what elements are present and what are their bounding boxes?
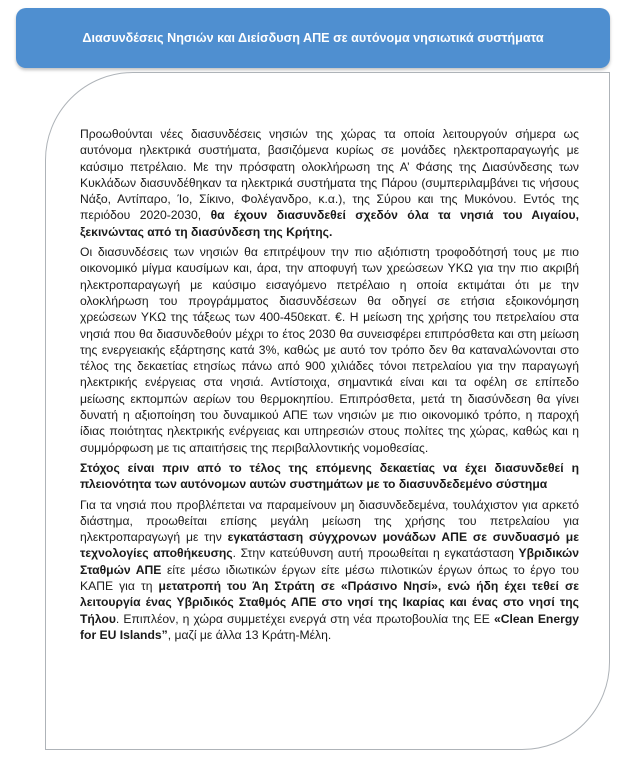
paragraph-1-text: Προωθούνται νέες διασυνδέσεις νησιών της χώρας τα οποία λειτουργούν σήμερα ως αυτόνομα ηλεκτρικά συστήματα, βασιζόμενα κυρίως σε μονάδες ηλεκτροπαραγωγής με καύσιμο πετρέλαιο. Με την πρόσφατη ολοκλήρωση της Α’ Φάσης της Διασύνδεσης των Κυκλάδων διασυνδέθηκαν τα ηλεκτρικά συστήματα της Πάρου (συμπεριλαμβάνει τις νήσους Νάξο, Αντίπαρο, Ίο, Σίκινο, Φολέγανδρο, κ.α.), της Σύρου και της Μυκόνου. Εντός της περιόδου 2020-2030,	[80, 127, 579, 223]
article-body	[80, 126, 579, 647]
paragraph-3-bold: Στόχος είναι πριν από το τέλος της επόμενης δεκαετίας να έχει διασυνδεθεί η πλειονότητα των αυτόνομων αυτών συστημάτων με το διασυνδεδεμένο σύστημα	[80, 460, 579, 492]
paragraph-4-bold-4: «Clean Energy for EU Islands”	[80, 611, 579, 642]
banner-title: Διασυνδέσεις Νησιών και Διείσδυση ΑΠΕ σε αυτόνομα νησιωτικά συστήματα	[82, 31, 544, 45]
paragraph-4-bold-1: εγκατάσταση σύγχρονων μονάδων ΑΠΕ σε συνδυασμό με τεχνολογίες αποθήκευσης	[80, 530, 579, 561]
paragraph-2	[80, 244, 579, 456]
paragraph-1	[80, 126, 579, 240]
paragraph-4-text-2: . Στην κατεύθυνση αυτή προωθείται η εγκατάσταση	[232, 546, 519, 561]
paragraph-2-text: Οι διασυνδέσεις των νησιών θα επιτρέψουν την πιο αξιόπιστη τροφοδότησή τους με πιο οικονομικό μίγμα καυσίμων και, άρα, την αποφυγή των χρεώσεων ΥΚΩ για την πιο ακριβή ηλεκτροπαραγωγή με καύσιμο εισαγόμενο πετρέλαιο η οποία εκτιμάται ότι με την ολοκλήρωση του προγράμματος διασυνδέσεων θα οδηγεί σε ετήσια εξοικονόμηση χρεώσεων ΥΚΩ της τάξεως των 400-450εκατ. €. Η μείωση της χρήσης του πετρελαίου στα νησιά που θα διασυνδεθούν μέχρι το έτος 2030 θα συνεισφέρει επιπρόσθετα και στη μείωση της ενεργειακής εξάρτησης κατά 3%, καθώς με αυτό τον τρόπο δεν θα καταναλώνονται στο τέλος της δεκαετίας ετησίως πάνω από 900 χιλιάδες τόνοι πετρελαίου για την παραγωγή ηλεκτρικής ενέργειας στα νησιά. Αντίστοιχα, σημαντικά είναι και τα οφέλη σε επίπεδο μείωσης εκπομπών αερίων του θερμοκηπίου. Επιπρόσθετα, μετά τη διασύνδεση θα γίνει δυνατή η αξιοποίηση του δυναμικού ΑΠΕ των νησιών με πιο οικονομικό τρόπο, η παροχή ίδιας ποιότητας ηλεκτρικής ενέργειας και υπηρεσιών στους πολίτες της χώρας, καθώς και η συμμόρφωση με τις απαιτήσεις της περιβαλλοντικής νομοθεσίας.	[80, 245, 579, 455]
paragraph-4-text-3: είτε μέσω ιδιωτικών έργων είτε μέσω πιλοτικών έργων όπως το έργο του ΚΑΠΕ για τη	[80, 562, 579, 594]
paragraph-4-bold-3: μετατροπή του Άη Στράτη σε «Πράσινο Νησί», ενώ ήδη έχει τεθεί σε λειτουργία ένας Υβριδικός Σταθμός ΑΠΕ στο νησί της Ικαρίας και ένας στο νησί της Τήλου	[80, 579, 580, 626]
paragraph-4	[80, 497, 579, 644]
paragraph-4-text-1: Για τα νησιά που προβλέπεται να παραμείνουν μη διασυνδεδεμένα, τουλάχιστον για αρκετό διάστημα, προωθείται επίσης μεγάλη μείωση της χρήσης του πετρελαίου για ηλεκτροπαραγωγή με την	[80, 497, 579, 545]
paragraph-4-bold-2: Υβριδικών Σταθμών ΑΠΕ	[80, 546, 579, 577]
paragraph-4-text-4: . Επιπλέον, η χώρα συμμετέχει ενεργά στη νέα πρωτοβουλία της ΕΕ	[115, 611, 494, 626]
header-banner	[16, 8, 610, 68]
paragraph-1-bold: θα έχουν διασυνδεθεί σχεδόν όλα τα νησιά του Αιγαίου, ξεκινώντας από τη διασύνδεση της Κρήτης.	[80, 208, 579, 239]
paragraph-3-goal	[80, 460, 579, 493]
paragraph-4-text-5: , μαζί με άλλα 13 Κράτη-Μέλη.	[167, 627, 332, 642]
